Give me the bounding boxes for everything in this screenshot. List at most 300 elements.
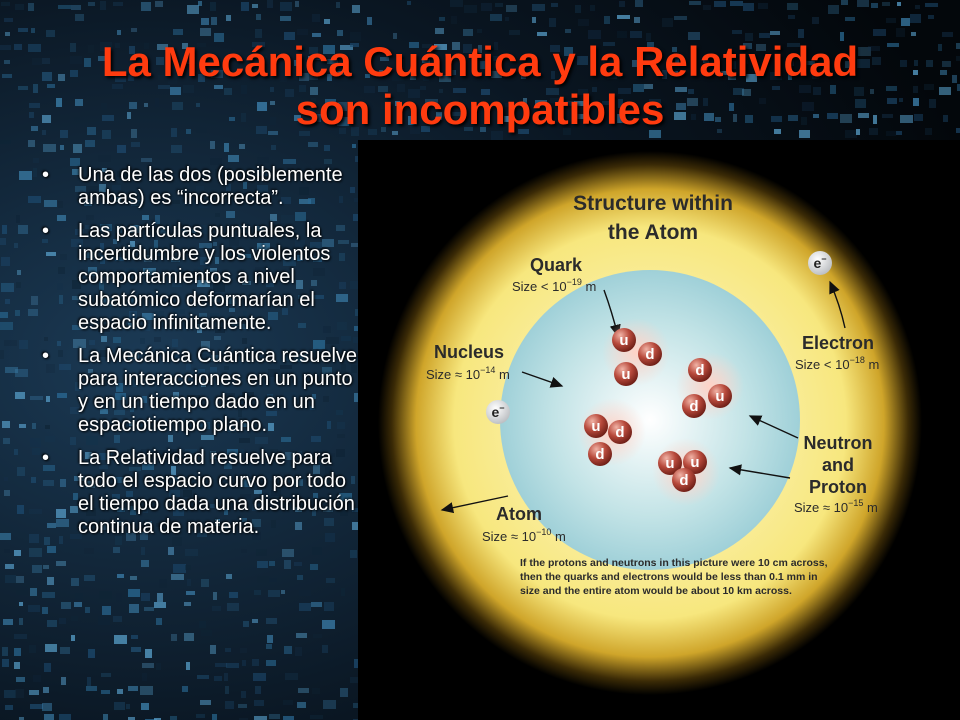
mosaic-tile [490,14,502,21]
mosaic-tile [253,673,266,681]
mosaic-tile [256,549,267,556]
mosaic-tile [212,606,221,611]
mosaic-tile [117,689,123,694]
mosaic-tile [828,5,839,14]
mosaic-tile [256,14,261,20]
mosaic-tile [201,18,209,25]
mosaic-tile [271,145,276,150]
mosaic-tile [212,714,217,720]
mosaic-tile [84,575,95,581]
mosaic-tile [896,28,905,37]
mosaic-tile [85,140,95,147]
mosaic-tile [44,714,54,720]
mosaic-tile [211,17,217,25]
mosaic-tile [241,691,246,698]
mosaic-tile [19,602,23,606]
mosaic-tile [714,1,726,7]
quark-label: Quark [530,255,583,275]
mosaic-tile [871,3,878,8]
atom-label: Atom [496,504,542,524]
mosaic-tile [45,644,57,652]
mosaic-tile [312,688,320,694]
mosaic-tile [171,145,182,153]
mosaic-tile [30,704,43,709]
mosaic-tile [241,2,249,11]
mosaic-tile [703,5,711,10]
mosaic-tile [213,592,217,600]
mosaic-tile [61,677,66,685]
mosaic-tile [5,32,10,36]
mosaic-tile [19,340,28,349]
mosaic-tile [56,561,66,566]
mosaic-tile [145,649,152,658]
bullet-item: • La Relatividad resuelve para todo el espacio curvo por todo el tiempo dada una distribución continua de materia. [42,447,360,539]
mosaic-tile [297,29,308,35]
mosaic-tile [228,155,239,162]
mosaic-tile [16,215,20,223]
mosaic-tile [1,283,14,292]
mosaic-tile [117,574,124,578]
mosaic-tile [141,158,152,162]
mosaic-tile [116,593,122,602]
mosaic-tile [42,703,52,711]
mosaic-tile [0,322,13,330]
mosaic-tile [171,574,184,580]
quark-letter: d [615,424,625,441]
mosaic-tile [141,560,149,567]
mosaic-tile [0,350,4,359]
mosaic-tile [0,312,8,318]
bullet-item: • Las partículas puntuales, la incertidumbre y los violentos comportamientos a nivel subatómico deformarían el espacio infinitamente. [42,220,360,335]
mosaic-tile [201,630,212,636]
mosaic-tile [88,649,95,658]
mosaic-tile [117,145,126,153]
mosaic-tile [71,616,78,621]
mosaic-tile [141,2,151,11]
mosaic-tile [495,3,503,7]
mosaic-tile [537,32,547,36]
mosaic-tile [197,675,209,679]
mosaic-tile [282,549,294,557]
bullet-list [42,164,360,549]
mosaic-tile [758,3,768,9]
mosaic-tile [311,602,322,607]
mosaic-tile [299,590,311,596]
mosaic-tile [113,616,122,622]
mosaic-tile [32,423,36,429]
mosaic-tile [336,2,340,8]
slide-title [0,38,960,134]
mosaic-tile [187,579,191,586]
mosaic-tile [770,31,780,35]
mosaic-tile [14,550,21,556]
atom-size: Size ≈ $10^{-10}$ m [482,527,566,544]
mosaic-tile [43,687,49,693]
mosaic-tile [324,145,330,151]
mosaic-tile [74,602,82,607]
mosaic-tile [187,5,199,14]
mosaic-tile [157,593,163,602]
quark-letter: u [591,418,601,435]
nucleon-label-line-1: Neutron [803,433,873,453]
mosaic-tile [0,140,11,144]
mosaic-tile [214,676,222,681]
mosaic-tile [130,576,137,580]
mosaic-tile [254,590,261,595]
mosaic-tile [87,677,91,686]
mosaic-tile [312,14,320,22]
quark-letter: u [715,388,725,405]
mosaic-tile [173,564,186,573]
mosaic-tile [269,714,280,719]
mosaic-tile [4,549,10,553]
mosaic-tile [505,17,509,21]
mosaic-tile [86,686,97,691]
mosaic-tile [226,574,232,579]
mosaic-tile [296,633,307,638]
mosaic-tile [240,648,247,653]
mosaic-tile [743,3,754,11]
mosaic-tile [1,257,10,266]
mosaic-tile [224,143,229,152]
mosaic-tile [886,18,896,23]
mosaic-tile [16,576,24,583]
mosaic-tile [29,548,42,557]
mosaic-tile [268,590,280,597]
mosaic-tile [114,702,125,710]
mosaic-tile [269,578,277,582]
mosaic-tile [506,5,517,12]
mosaic-tile [283,700,293,705]
mosaic-tile [252,659,259,666]
mosaic-tile [911,32,916,36]
mosaic-tile [19,424,26,428]
mosaic-tile [4,340,17,346]
mosaic-tile [297,575,303,580]
mosaic-tile [435,28,444,34]
mosaic-tile [295,1,299,7]
mosaic-tile [266,644,272,649]
mosaic-tile [509,30,520,35]
mosaic-tile [634,17,640,23]
mosaic-tile [882,2,890,6]
quark-letter: d [695,362,705,379]
mosaic-tile [841,0,848,5]
mosaic-tile [254,716,267,720]
nucleus-label: Nucleus [434,342,505,362]
mosaic-tile [16,677,25,682]
mosaic-tile [88,2,95,6]
mosaic-tile [4,690,16,698]
mosaic-tile [1,2,10,6]
mosaic-tile [17,505,24,514]
mosaic-tile [367,17,372,25]
mosaic-tile [225,648,231,652]
mosaic-tile [578,19,589,26]
mosaic-tile [171,634,177,641]
mosaic-tile [229,592,238,598]
mosaic-tile [532,17,536,23]
mosaic-tile [31,28,35,33]
bullet-item: • Una de las dos (posiblemente ambas) es “incorrecta”. [42,164,360,210]
mosaic-tile [129,604,139,613]
mosaic-tile [257,561,268,568]
mosaic-tile [269,561,275,566]
quark-letter: d [595,446,605,463]
mosaic-tile [99,591,112,599]
mosaic-tile [184,602,191,606]
mosaic-tile [532,4,545,11]
figure-title-line-2: the Atom [607,221,699,244]
mosaic-tile [226,663,239,668]
mosaic-tile [242,660,246,666]
mosaic-tile [2,659,9,667]
electron-symbol: e− [491,403,505,420]
quark-letter: u [690,454,700,471]
mosaic-tile [255,686,261,694]
mosaic-tile [142,673,147,681]
mosaic-tile [15,310,20,316]
mosaic-tile [267,0,273,8]
mosaic-tile [407,1,411,5]
mosaic-tile [299,603,311,611]
mosaic-tile [2,421,10,428]
mosaic-tile [29,690,39,695]
mosaic-tile [284,646,292,654]
mosaic-tile [210,2,216,11]
mosaic-tile [5,299,10,304]
mosaic-tile [619,1,625,7]
mosaic-tile [131,142,140,147]
mosaic-tile [159,579,167,588]
mosaic-tile [28,309,38,316]
mosaic-tile [33,675,41,682]
mosaic-tile [15,392,25,399]
mosaic-tile [30,588,37,596]
mosaic-tile [19,618,23,625]
mosaic-tile [14,634,27,639]
mosaic-tile [47,620,57,627]
mosaic-tile [200,700,211,705]
mosaic-tile [928,15,934,19]
mosaic-tile [243,621,249,627]
mosaic-tile [47,577,54,585]
mosaic-tile [565,29,571,33]
mosaic-tile [280,2,292,11]
mosaic-tile [15,4,24,10]
mosaic-tile [224,673,228,681]
mosaic-tile [845,17,855,21]
mosaic-tile [266,618,277,624]
slide-title-line-1: La Mecánica Cuántica y la Relatividad [101,38,859,85]
mosaic-tile [71,635,75,641]
mosaic-tile [294,562,302,566]
mosaic-tile [283,716,294,720]
mosaic-tile [210,645,216,654]
mosaic-tile [58,5,71,9]
electron-size: Size < $10^{-18}$ m [795,355,880,372]
mosaic-tile [549,18,556,27]
mosaic-tile [5,705,13,710]
mosaic-tile [131,647,141,652]
quark-letter: u [665,455,675,472]
mosaic-tile [14,449,18,455]
electron-label: Electron [802,333,875,353]
mosaic-tile [812,17,819,24]
mosaic-tile [352,144,356,148]
mosaic-tile [17,467,25,476]
mosaic-tile [341,588,345,596]
mosaic-tile [17,270,21,275]
mosaic-tile [60,145,64,150]
mosaic-tile [154,602,166,608]
mosaic-tile [75,14,84,21]
mosaic-tile [257,157,269,163]
mosaic-tile [915,5,920,9]
mosaic-tile [71,578,79,586]
quark-letter: d [689,398,699,415]
mosaic-tile [310,715,323,719]
figure-caption-line-1: If the protons and neutrons in this picture were 10 cm across, [520,557,828,569]
mosaic-tile [464,5,477,13]
mosaic-tile [340,688,348,697]
mosaic-tile [185,565,191,570]
mosaic-tile [98,155,111,162]
mosaic-tile [128,589,140,597]
mosaic-tile [155,1,163,7]
nucleon-size: Size ≈ $10^{-15}$ m [794,498,878,515]
mosaic-tile [857,0,869,7]
mosaic-tile [254,700,264,706]
mosaic-tile [85,607,90,613]
mosaic-tile [170,716,177,720]
mosaic-tile [5,564,14,569]
mosaic-tile [144,607,154,611]
mosaic-tile [313,634,322,638]
mosaic-tile [113,2,123,6]
mosaic-tile [322,645,328,653]
mosaic-tile [31,296,38,305]
mosaic-tile [201,579,209,587]
mosaic-tile [925,3,938,7]
mosaic-tile [732,30,742,34]
nucleus-region [500,270,800,570]
mosaic-tile [98,616,110,625]
mosaic-tile [14,662,20,669]
mosaic-tile [141,593,150,601]
mosaic-tile [182,686,188,692]
figure-caption-line-2: then the quarks and electrons would be less than 0.1 mm in [520,571,818,583]
nucleus-size: Size ≈ $10^{-14}$ m [426,365,510,382]
mosaic-tile [200,28,211,36]
mosaic-tile [463,29,473,36]
mosaic-tile [450,0,463,7]
mosaic-tile [186,662,190,670]
mosaic-tile [942,32,953,37]
mosaic-tile [788,15,795,19]
mosaic-tile [674,16,687,20]
mosaic-tile [28,196,41,203]
mosaic-tile [43,565,49,569]
mosaic-tile [28,3,34,11]
mosaic-tile [590,5,595,11]
mosaic-tile [71,5,81,10]
mosaic-tile [29,509,42,514]
slide-title-line-2: son incompatibles [295,86,665,133]
mosaic-tile [266,660,276,666]
mosaic-tile [281,590,285,594]
mosaic-tile [28,605,40,612]
mosaic-tile [352,5,360,13]
mosaic-tile [227,603,239,611]
mosaic-tile [60,647,70,654]
mosaic-tile [103,714,108,720]
mosaic-tile [184,633,194,641]
mosaic-tile [210,141,215,149]
mosaic-tile [477,29,482,33]
mosaic-tile [42,607,48,614]
mosaic-tile [199,621,206,628]
mosaic-tile [141,703,149,710]
mosaic-tile [59,714,71,720]
mosaic-tile [29,645,36,653]
mosaic-tile [215,663,227,667]
mosaic-tile [140,686,153,695]
mosaic-tile [16,590,28,595]
mosaic-tile [310,564,318,570]
mosaic-tile [126,704,130,709]
mosaic-tile [324,19,330,24]
mosaic-tile [59,618,66,624]
mosaic-tile [255,29,262,38]
mosaic-tile [61,602,71,609]
mosaic-tile [295,647,302,656]
mosaic-tile [451,16,457,24]
mosaic-tile [323,700,336,709]
mosaic-tile [897,2,901,6]
quark-letter: d [679,472,689,489]
mosaic-tile [575,5,581,13]
mosaic-tile [308,142,318,147]
mosaic-tile [33,168,37,177]
mosaic-tile [5,575,16,583]
mosaic-tile [28,140,35,147]
mosaic-tile [131,28,137,32]
mosaic-tile [241,549,247,553]
mosaic-tile [18,28,28,32]
mosaic-tile [30,438,41,447]
mosaic-tile [185,549,198,556]
mosaic-tile [225,686,229,694]
mosaic-tile [901,18,910,26]
mosaic-tile [14,243,18,248]
mosaic-tile [114,635,127,644]
mosaic-tile [101,690,110,694]
mosaic-tile [4,477,8,481]
mosaic-tile [75,593,83,601]
mosaic-tile [439,17,445,21]
mosaic-tile [285,673,298,680]
mosaic-tile [42,592,55,598]
mosaic-tile [29,534,39,543]
mosaic-tile [19,171,32,180]
mosaic-tile [798,29,804,38]
mosaic-tile [100,1,106,10]
mosaic-tile [33,158,39,163]
mosaic-tile [32,565,42,573]
mosaic-tile [73,144,82,153]
mosaic-tile [15,369,28,377]
